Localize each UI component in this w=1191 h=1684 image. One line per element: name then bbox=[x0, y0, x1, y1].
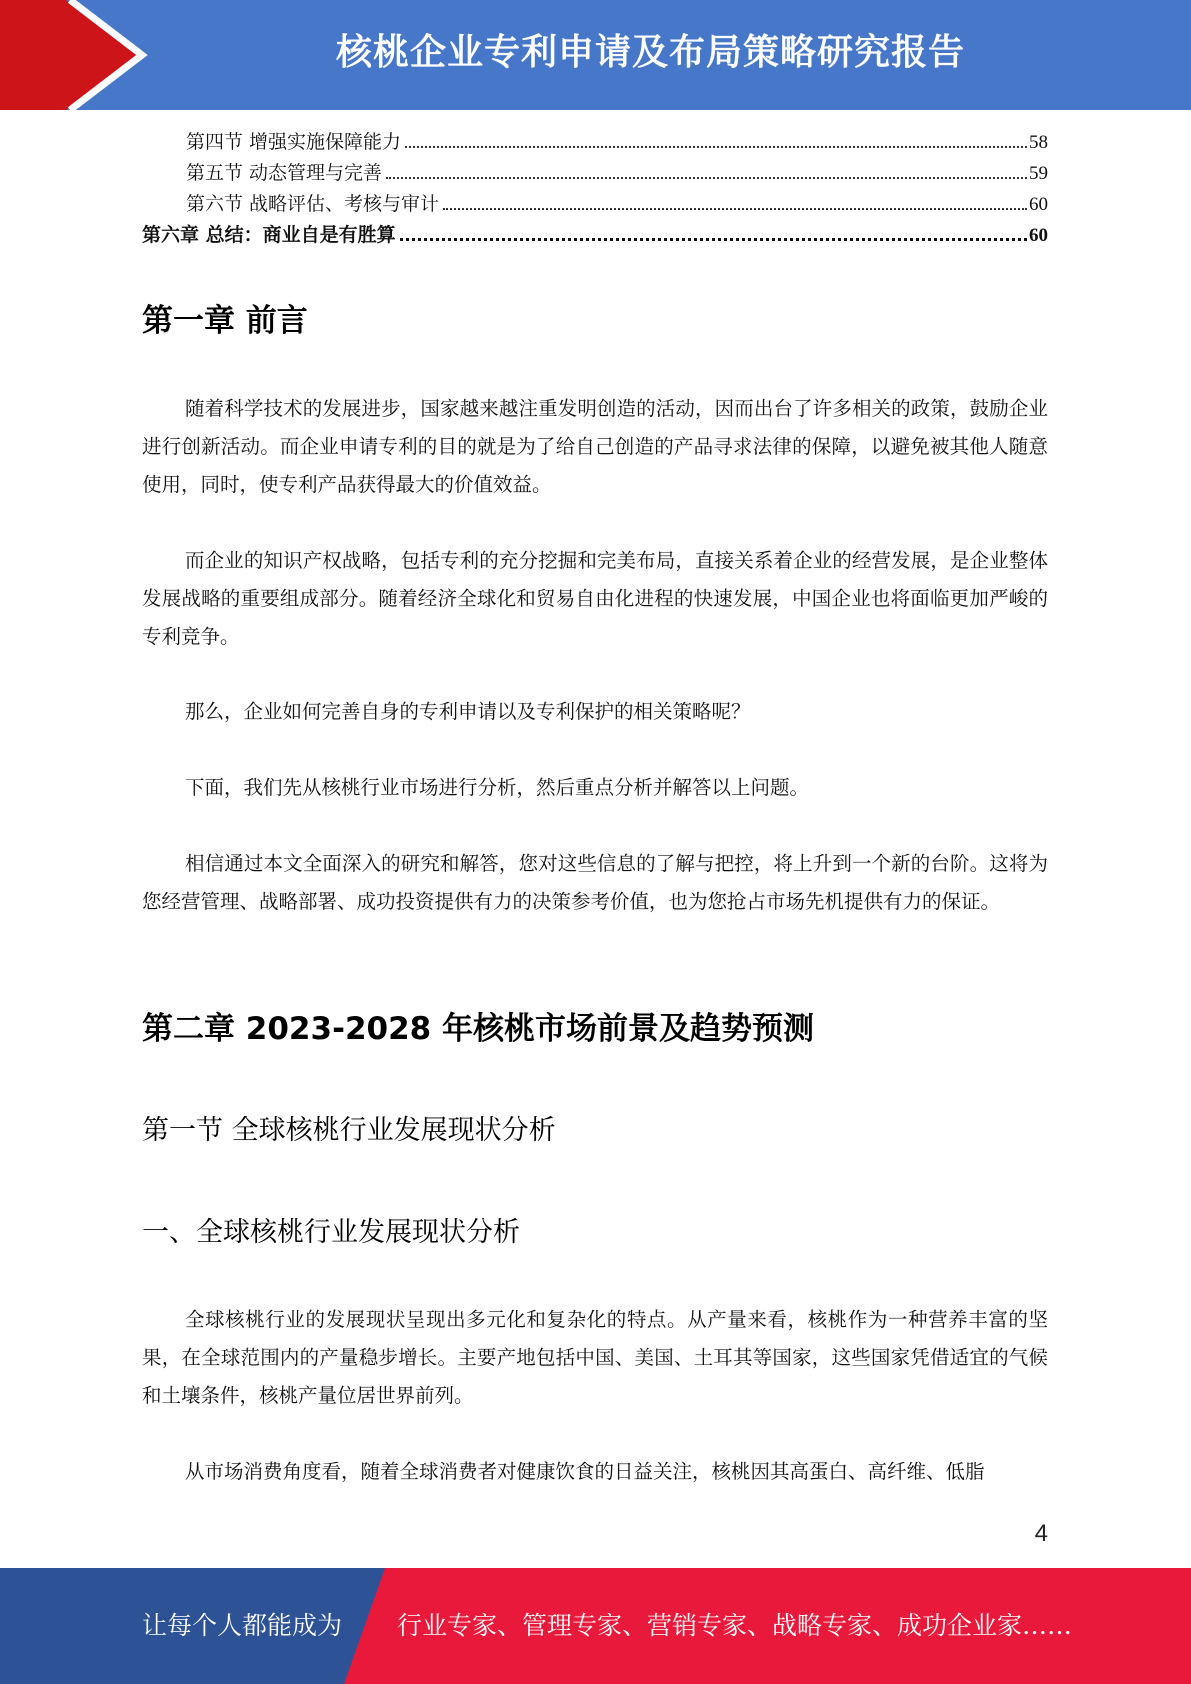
paragraph: 而企业的知识产权战略，包括专利的充分挖掘和完美布局，直接关系着企业的经营发展，是企业整体发展战略的重要组成部分。随着经济全球化和贸易自由化进程的快速发展，中国企业也将面临更加严峻的专利竞争。 bbox=[142, 549, 1048, 648]
toc-entry-label: 第六章 总结：商业自是有胜算 bbox=[142, 224, 396, 246]
chapter-1-heading: 第一章 前言 bbox=[142, 303, 308, 339]
paragraph: 那么，企业如何完善自身的专利申请以及专利保护的相关策略呢？ bbox=[185, 700, 751, 723]
header-banner bbox=[0, 0, 1191, 110]
page-number: 4 bbox=[1034, 1520, 1048, 1547]
toc-entry-label: 第五节 动态管理与完善 bbox=[186, 162, 383, 184]
paragraph: 相信通过本文全面深入的研究和解答，您对这些信息的了解与把控，将上升到一个新的台阶。这将为您经营管理、战略部署、成功投资提供有力的决策参考价值，也为您抢占市场先机提供有力的保证。 bbox=[142, 852, 1048, 913]
toc-entry-label: 第六节 战略评估、考核与审计 bbox=[186, 193, 440, 215]
report-title: 核桃企业专利申请及布局策略研究报告 bbox=[335, 32, 965, 73]
toc-entry-page: 59 bbox=[1029, 163, 1048, 184]
toc-entry[interactable] bbox=[142, 158, 1048, 189]
footer-slogan-right: 行业专家、管理专家、营销专家、战略专家、成功企业家…… bbox=[397, 1611, 1073, 1640]
paragraph: 随着科学技术的发展进步，国家越来越注重发明创造的活动，因而出台了许多相关的政策，鼓励企业进行创新活动。而企业申请专利的目的就是为了给自己创造的产品寻求法律的保障，以避免被其他人随意使用，同时，使专利产品获得最大的价值效益。 bbox=[142, 397, 1048, 496]
footer-slogan-left: 让每个人都能成为 bbox=[142, 1611, 343, 1640]
section-heading: 第一节 全球核桃行业发展现状分析 bbox=[142, 1115, 556, 1146]
toc-leader bbox=[400, 238, 1027, 241]
toc-entry-page: 60 bbox=[1029, 225, 1048, 246]
toc-entry-page: 60 bbox=[1029, 194, 1048, 215]
subsection-heading: 一、全球核桃行业发展现状分析 bbox=[142, 1217, 520, 1248]
chapter-2-heading: 第二章 2023-2028 年核桃市场前景及趋势预测 bbox=[142, 1011, 815, 1047]
toc-leader bbox=[405, 146, 1027, 148]
toc-leader bbox=[443, 208, 1027, 210]
toc-entry[interactable] bbox=[142, 189, 1048, 220]
toc-chapter-entry[interactable] bbox=[142, 220, 1048, 251]
toc-leader bbox=[386, 177, 1027, 179]
toc-entry-page: 58 bbox=[1029, 132, 1048, 153]
paragraph: 下面，我们先从核桃行业市场进行分析，然后重点分析并解答以上问题。 bbox=[185, 776, 810, 799]
toc-entry-label: 第四节 增强实施保障能力 bbox=[186, 131, 402, 153]
paragraph: 全球核桃行业的发展现状呈现出多元化和复杂化的特点。从产量来看，核桃作为一种营养丰富的坚果，在全球范围内的产量稳步增长。主要产地包括中国、美国、土耳其等国家，这些国家凭借适宜的气候和土壤条件，核桃产量位居世界前列。 bbox=[142, 1308, 1048, 1407]
paragraph: 从市场消费角度看，随着全球消费者对健康饮食的日益关注，核桃因其高蛋白、高纤维、低脂 bbox=[185, 1460, 985, 1483]
table-of-contents bbox=[142, 127, 1048, 251]
footer-banner bbox=[0, 1568, 1191, 1684]
toc-entry[interactable] bbox=[142, 127, 1048, 158]
